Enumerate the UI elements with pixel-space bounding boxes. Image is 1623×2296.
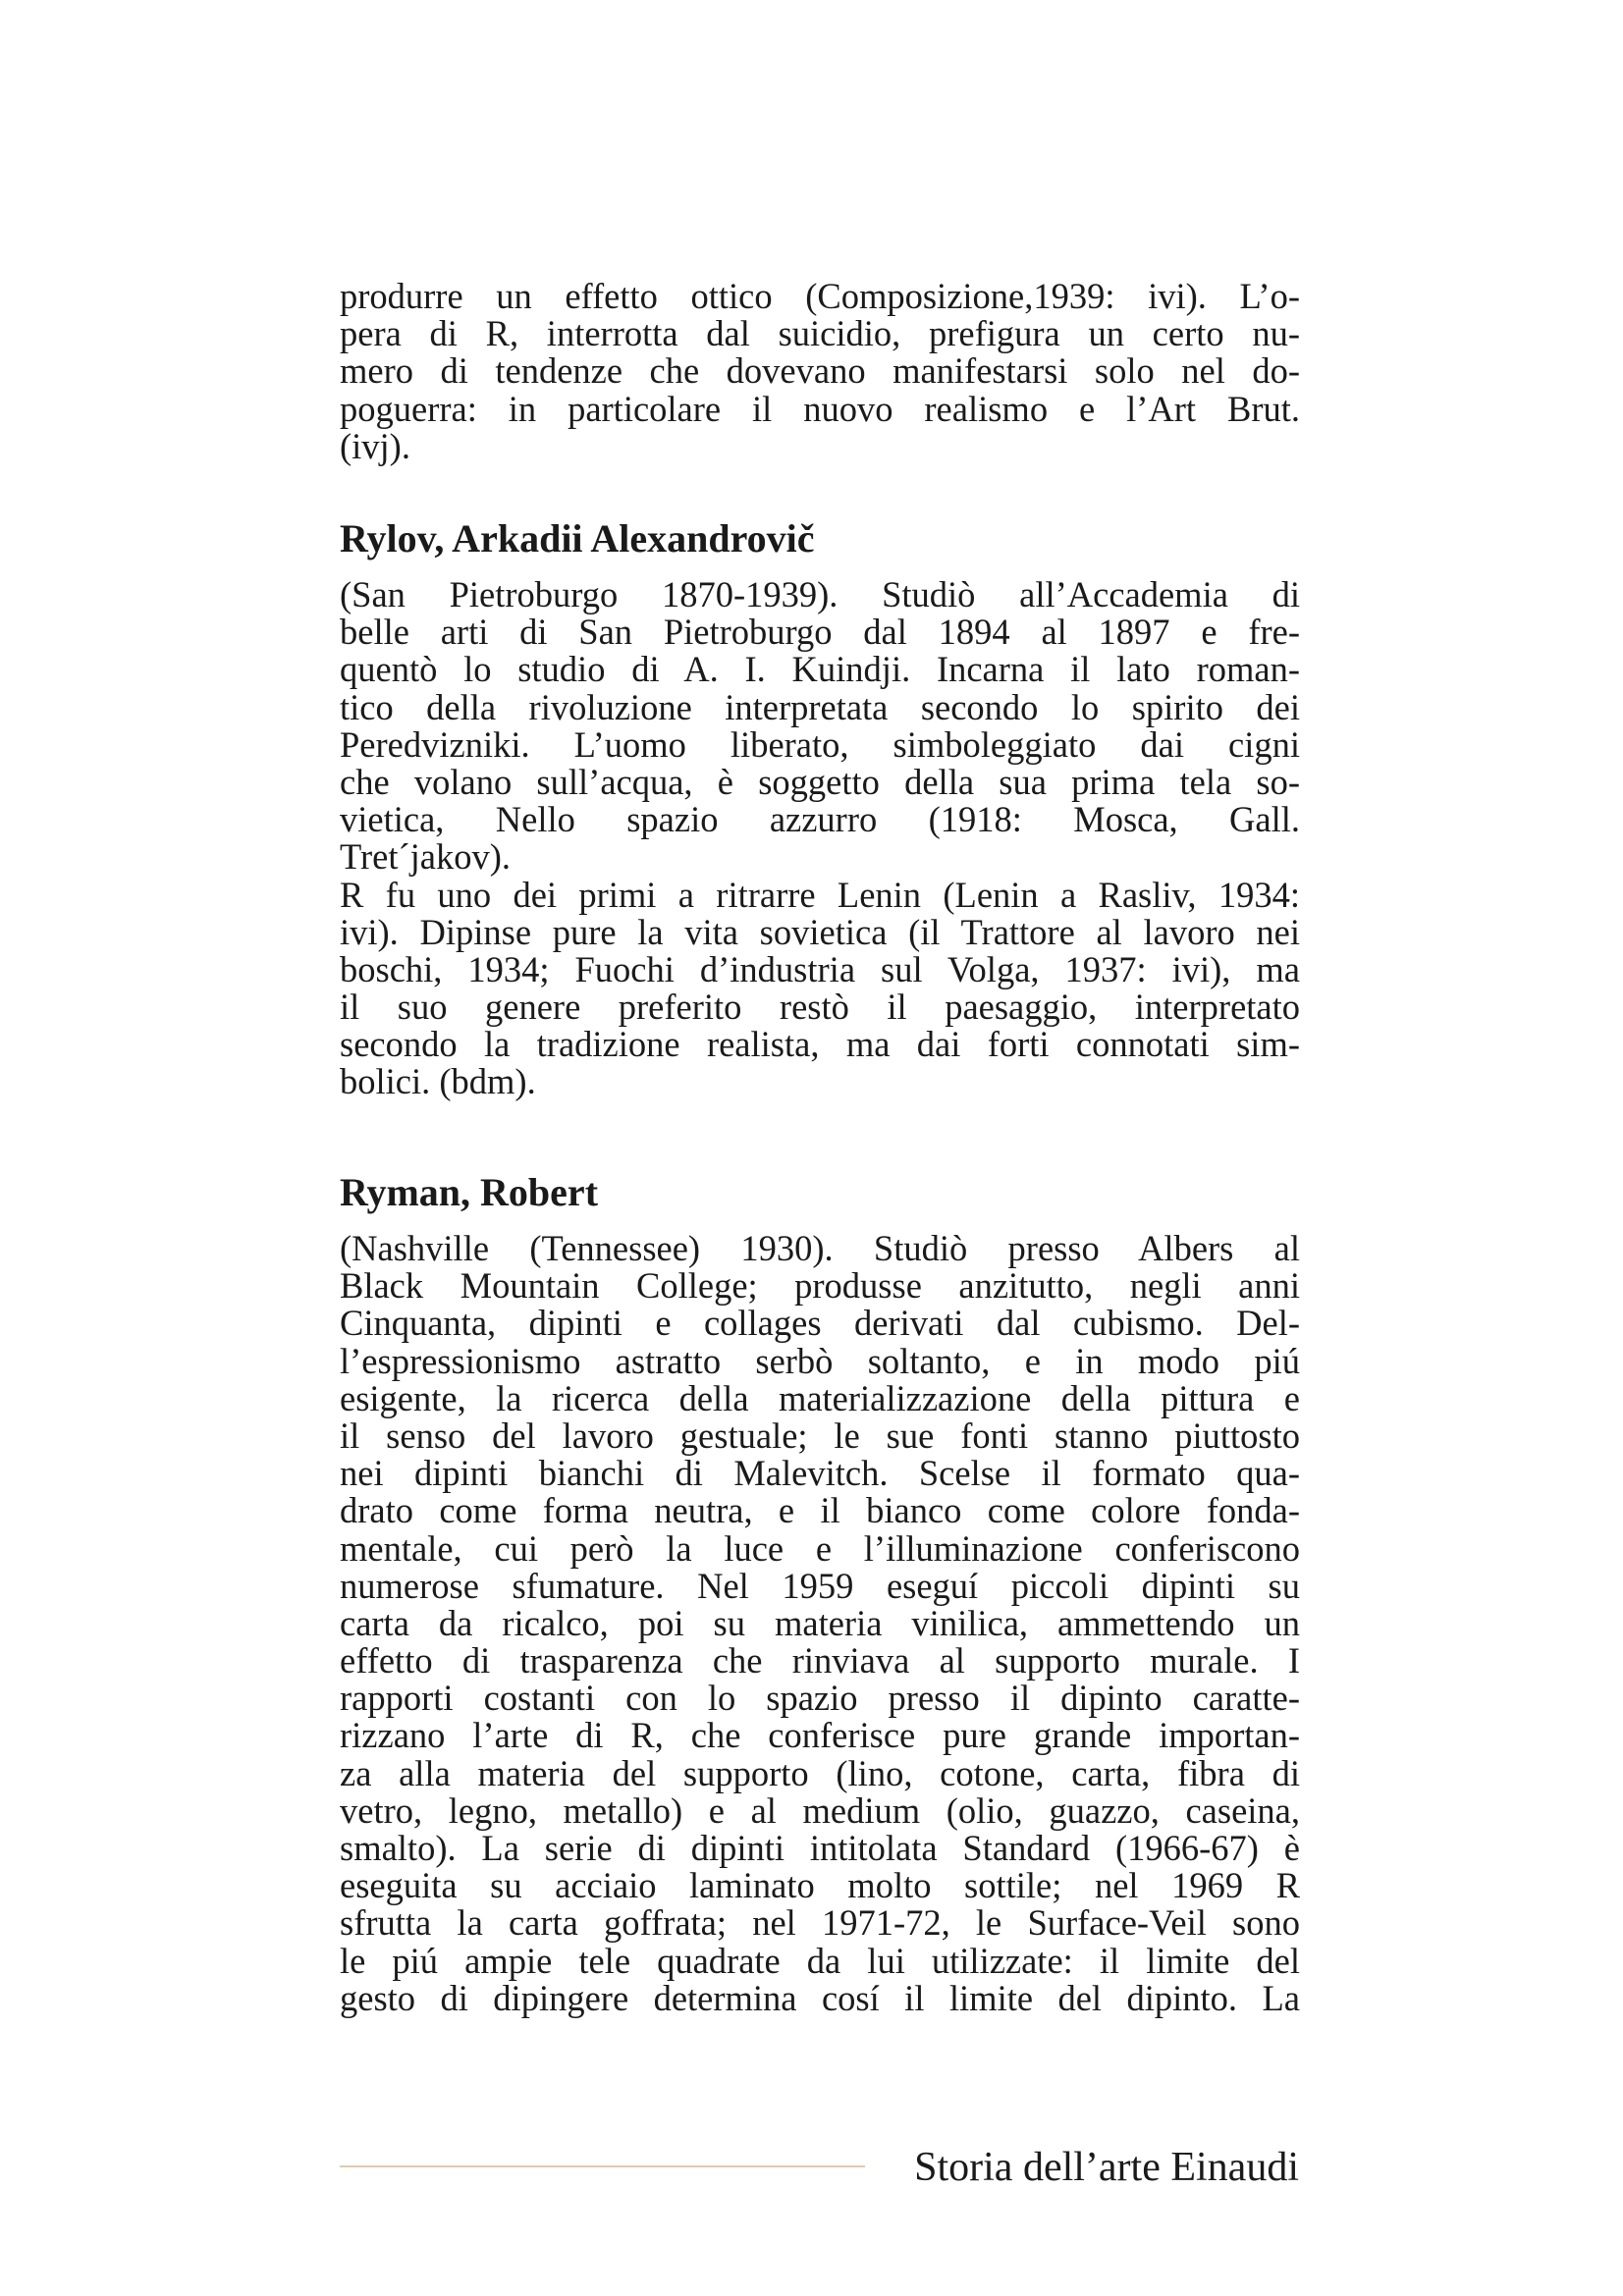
text-line: vetro, legno, metallo) e al medium (olio, guazzo, caseina, (340, 1789, 1300, 1831)
text-line: za alla materia del supporto (lino, cotone, carta, fibra di (340, 1752, 1300, 1793)
text-line: eseguita su acciaio laminato molto sottile; nel 1969 R (340, 1865, 1300, 1906)
text-line: Cinquanta, dipinti e collages derivati dal cubismo. Del- (340, 1303, 1300, 1344)
text-line: poguerra: in particolare il nuovo realismo e l’Art Brut. (340, 388, 1300, 429)
text-line: Black Mountain College; produsse anzitutto, negli anni (340, 1265, 1300, 1307)
text-line: (San Pietroburgo 1870-1939). Studiò all’Accademia di (340, 574, 1300, 614)
text-line: (Nashville (Tennessee) 1930). Studiò presso Albers al (340, 1228, 1300, 1268)
footer-label: Storia dell’arte Einaudi (914, 2145, 1299, 2190)
text-line: Peredvizniki. L’uomo liberato, simboleggiato dai cigni (340, 723, 1300, 765)
text-line: carta da ricalco, poi su materia vinilica, ammettendo un (340, 1602, 1300, 1643)
text-line: drato come forma neutra, e il bianco come colore fonda- (340, 1490, 1300, 1531)
text-line: numerose sfumature. Nel 1959 eseguí piccoli dipinti su (340, 1565, 1300, 1606)
text-line: mero di tendenze che dovevano manifestarsi solo nel do- (340, 350, 1300, 392)
text-line: ivi). Dipinse pure la vita sovietica (il Trattore al lavoro nei (340, 911, 1300, 952)
text-line: il suo genere preferito restò il paesaggio, interpretato (340, 987, 1300, 1028)
text-line: quentò lo studio di A. I. Kuindji. Incarna il lato roman- (340, 649, 1300, 690)
entry-body-ryman (340, 1230, 1300, 2017)
text-line: (ivj). (340, 425, 410, 466)
text-line: R fu uno dei primi a ritrarre Lenin (Lenin a Rasliv, 1934: (340, 874, 1300, 915)
text-line: rizzano l’arte di R, che conferisce pure grande importan- (340, 1715, 1300, 1756)
text-line: smalto). La serie di dipinti intitolata Standard (1966-67) è (340, 1828, 1300, 1868)
text-line: sfrutta la carta goffrata; nel 1971-72, le Surface-Veil sono (340, 1902, 1300, 1944)
text-line: pera di R, interrotta dal suicidio, prefigura un certo nu- (340, 313, 1300, 354)
text-line: produrre un effetto ottico (Composizione,1939: ivi). L’o- (340, 276, 1300, 316)
entry-title-rylov: Rylov, Arkadii Alexandrovič (340, 516, 815, 561)
text-line: nei dipinti bianchi di Malevitch. Scelse il formato qua- (340, 1453, 1300, 1494)
text-line: vietica, Nello spazio azzurro (1918: Mosca, Gall. (340, 799, 1300, 840)
text-line: secondo la tradizione realista, ma dai forti connotati sim- (340, 1024, 1300, 1065)
entry-title-ryman: Ryman, Robert (340, 1170, 599, 1214)
footer-rule (340, 2165, 865, 2167)
text-line: le piú ampie tele quadrate da lui utilizzate: il limite del (340, 1940, 1300, 1981)
text-line: bolici. (bdm). (340, 1061, 536, 1102)
text-line: mentale, cui però la luce e l’illuminazione conferiscono (340, 1527, 1300, 1569)
text-line: belle arti di San Pietroburgo dal 1894 al 1897 e fre- (340, 612, 1300, 653)
text-line: che volano sull’acqua, è soggetto della sua prima tela so- (340, 761, 1300, 802)
continuation-paragraph (340, 278, 1300, 465)
text-line: tico della rivoluzione interpretata secondo lo spirito dei (340, 686, 1300, 727)
text-line: gesto di dipingere determina cosí il limite del dipinto. La (340, 1977, 1300, 2018)
entry-body-rylov (340, 576, 1300, 1101)
text-line: Tret´jakov). (340, 836, 512, 878)
text-line: esigente, la ricerca della materializzazione della pittura e (340, 1377, 1300, 1418)
text-line: il senso del lavoro gestuale; le sue fonti stanno piuttosto (340, 1415, 1300, 1456)
text-line: l’espressionismo astratto serbò soltanto, e in modo piú (340, 1340, 1300, 1381)
text-line: boschi, 1934; Fuochi d’industria sul Volga, 1937: ivi), ma (340, 948, 1300, 989)
text-line: rapporti costanti con lo spazio presso il dipinto caratte- (340, 1678, 1300, 1719)
text-line: effetto di trasparenza che rinviava al supporto murale. I (340, 1640, 1300, 1682)
